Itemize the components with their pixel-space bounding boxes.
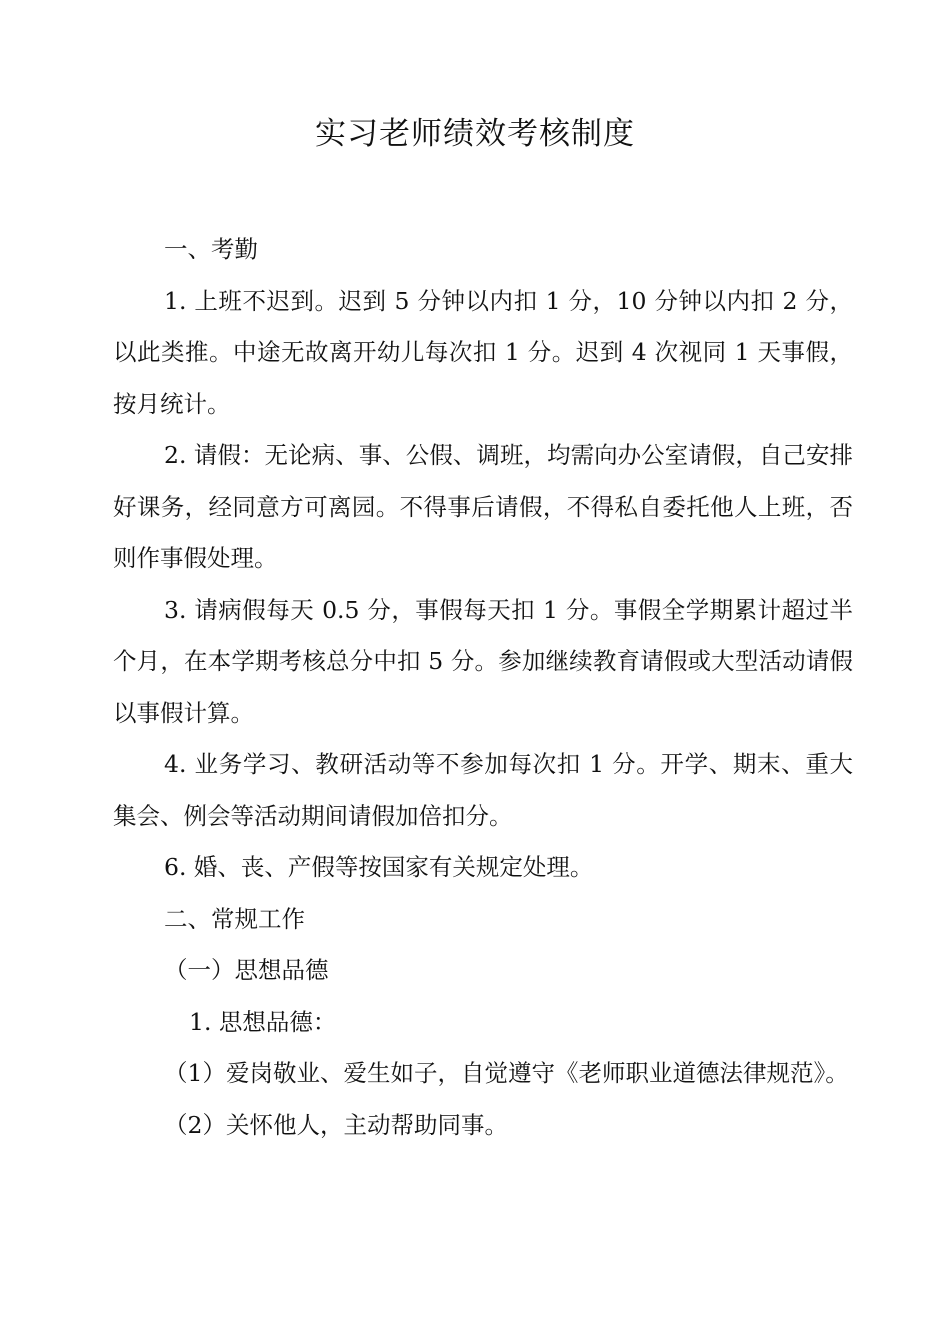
document-body (113, 224, 853, 1151)
ethics-rule-2: （2）关怀他人，主动帮助同事。 (164, 1110, 508, 1139)
subsection-heading-ethics: （一）思想品德 (164, 956, 329, 984)
attendance-rule-6: 6. 婚、丧、产假等按国家有关规定处理。 (164, 853, 594, 881)
ethics-rule-1: （1）爱岗敬业、爱生如子，自觉遵守《老师职业道德法律规范》。 (164, 1059, 849, 1087)
section-heading-routine-work: 二、常规工作 (164, 904, 305, 933)
section-heading-attendance: 一、考勤 (164, 235, 258, 263)
attendance-rule-3: 3. 请病假每天 0.5 分，事假每天扣 1 分。事假全学期累计超过半个月，在本学期考核总分中扣 5 分。参加继续教育请假或大型活动请假以事假计算。 (113, 595, 853, 727)
attendance-rule-4: 4. 业务学习、教研活动等不参加每次扣 1 分。开学、期末、重大集会、例会等活动期间请假加倍扣分。 (113, 750, 853, 830)
document-title: 实习老师绩效考核制度 (315, 116, 635, 152)
attendance-rule-2: 2. 请假：无论病、事、公假、调班，均需向办公室请假，自己安排好课务，经同意方可离园。不得事后请假，不得私自委托他人上班，否则作事假处理。 (113, 441, 853, 572)
attendance-rule-1: 1. 上班不迟到。迟到 5 分钟以内扣 1 分，10 分钟以内扣 2 分，以此类推。中途无故离开幼儿每次扣 1 分。迟到 4 次视同 1 天事假，按月统计。 (113, 286, 853, 418)
item-heading-ethics: 1. 思想品德： (189, 1007, 337, 1036)
